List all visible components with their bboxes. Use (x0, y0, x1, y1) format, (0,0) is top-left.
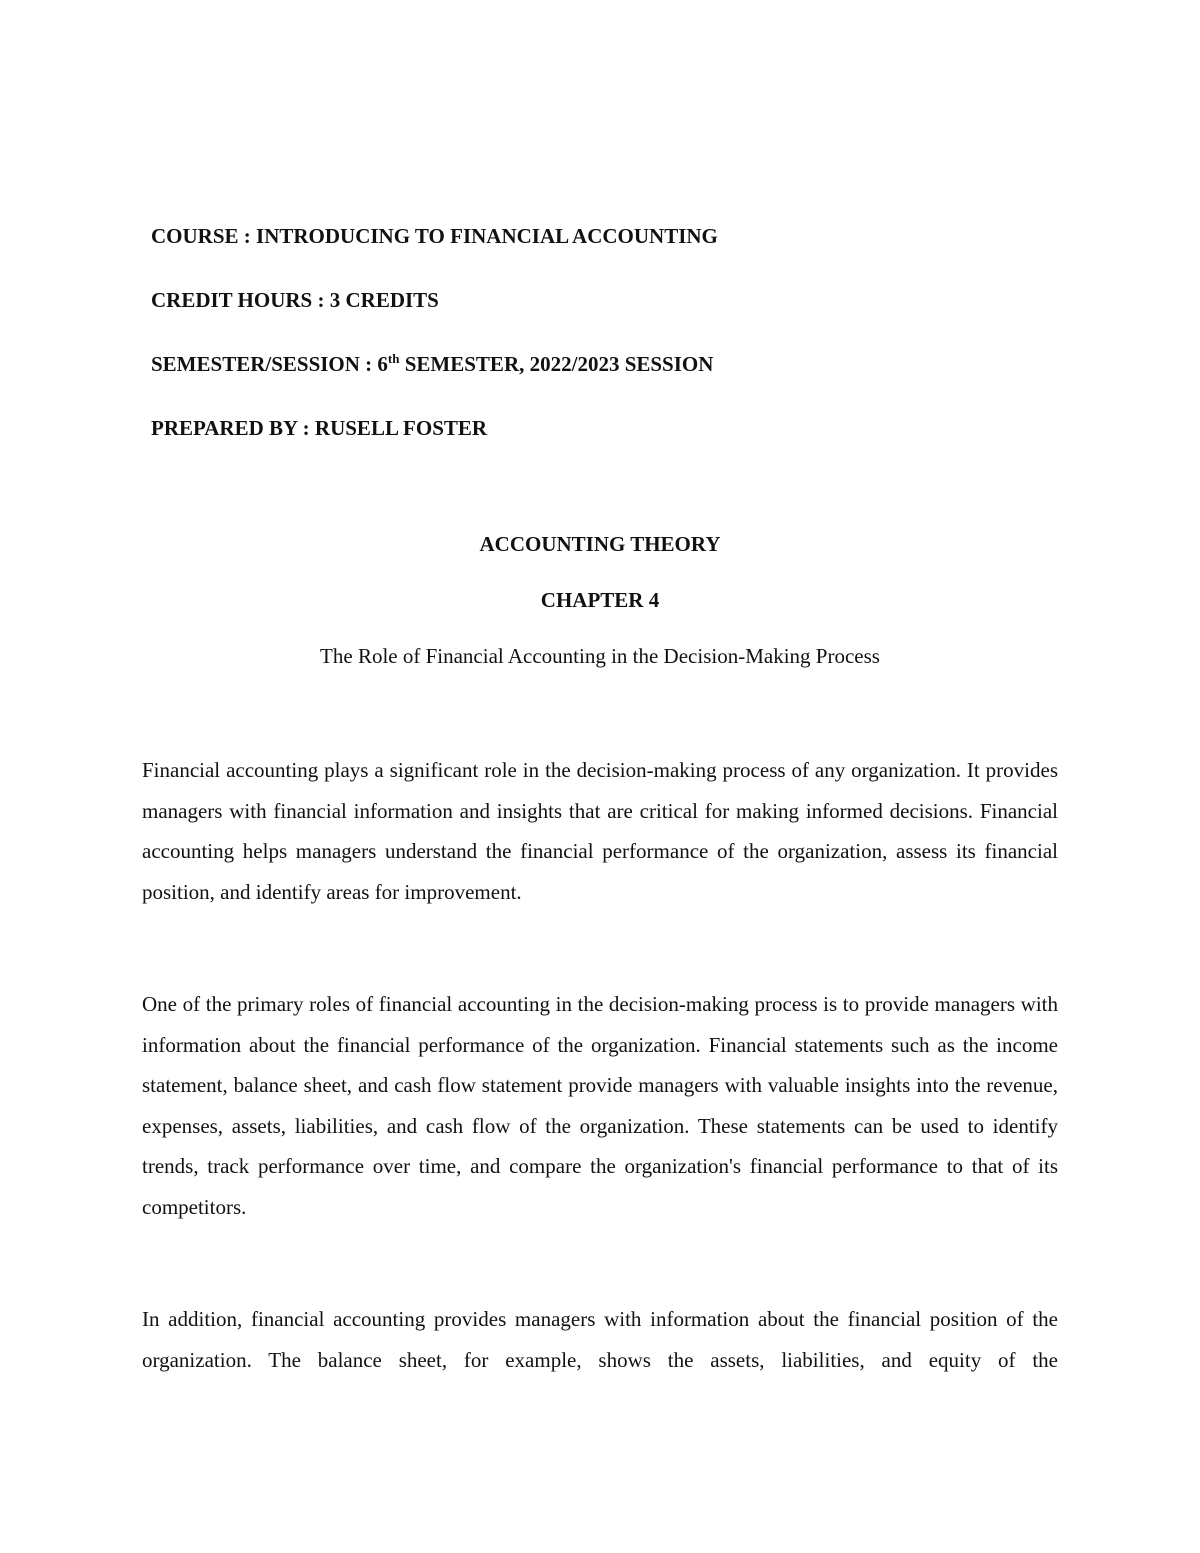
chapter-headings (140, 528, 1060, 672)
semester-label: SEMESTER/SESSION : (151, 352, 378, 376)
prepared-by-line (151, 412, 1051, 444)
prepared-by-label: PREPARED BY : (151, 416, 315, 440)
semester-ordinal-suffix: th (387, 351, 400, 366)
semester-number: 6 (377, 352, 388, 376)
paragraph-text: One of the primary roles of financial accounting in the decision-making process is to provide managers with information about the financial performance of the organization. Financial statements such as the income statement, balance sheet, and cash flow statement provide managers with valuable insights into the revenue, expenses, assets, liabilities, and cash flow of the organization. These statements can be used to identify trends, track performance over time, and compare the organization's financial performance to that of its competitors. (142, 992, 1058, 1219)
credit-hours-line (151, 284, 1051, 316)
body-paragraph-2 (142, 984, 1058, 1227)
semester-line (151, 348, 1051, 380)
semester-value: SEMESTER, 2022/2023 SESSION (399, 352, 714, 376)
body-paragraph-3 (142, 1299, 1058, 1380)
course-label: COURSE : (151, 224, 257, 248)
chapter-number: CHAPTER 4 (540, 588, 660, 612)
paragraph-text: Financial accounting plays a significant role in the decision-making process of any organization. It provides managers with financial information and insights that are critical for making informed decisions. Financial accounting helps managers understand the financial performance of the organization, assess its financial position, and identify areas for improvement. (142, 758, 1058, 904)
course-info (151, 220, 1051, 476)
paragraph-text: In addition, financial accounting provides managers with information about the financial position of the organization. The balance sheet, for example, shows the assets, liabilities, and equity of the (142, 1307, 1058, 1372)
prepared-by-value: RUSELL FOSTER (314, 416, 488, 440)
course-line (151, 220, 1051, 252)
subject-title: ACCOUNTING THEORY (479, 532, 721, 556)
course-value: INTRODUCING TO FINANCIAL ACCOUNTING (256, 224, 718, 248)
credit-hours-value: 3 CREDITS (329, 288, 439, 312)
chapter-title: The Role of Financial Accounting in the Decision-Making Process (320, 644, 880, 668)
body-paragraph-1 (142, 750, 1058, 912)
credit-hours-label: CREDIT HOURS : (151, 288, 330, 312)
